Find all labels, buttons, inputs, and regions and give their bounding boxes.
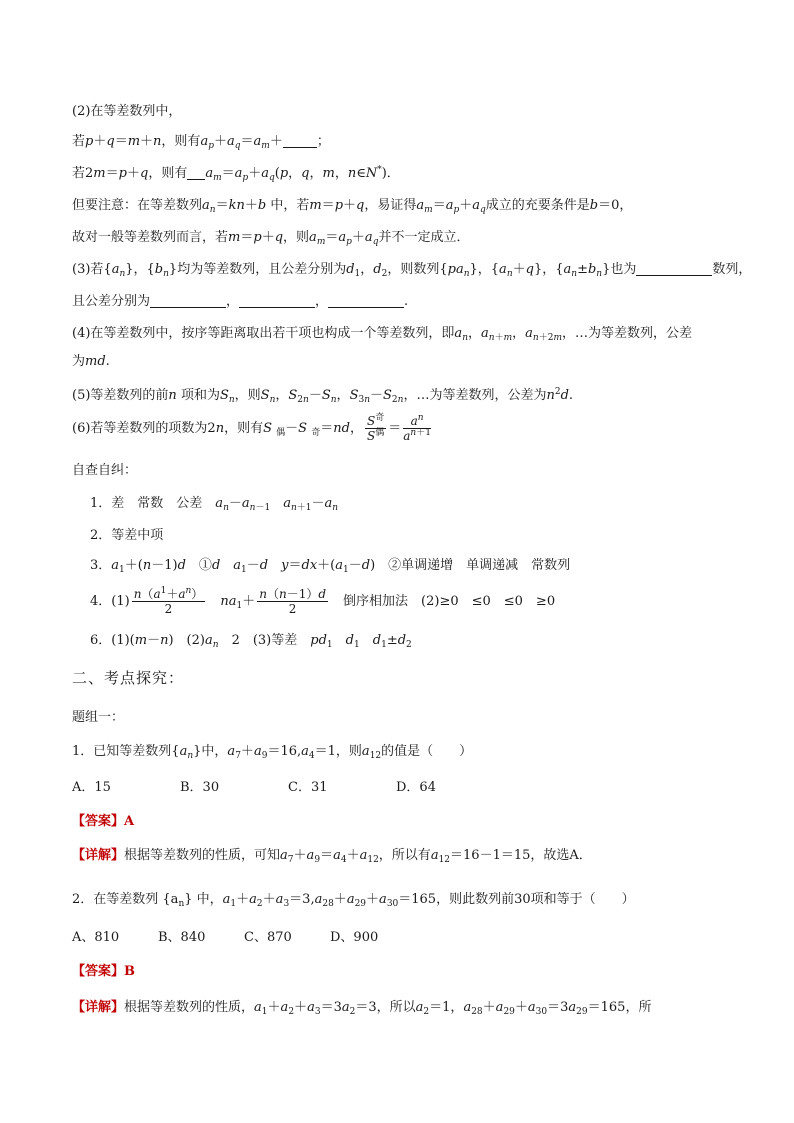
fill-blank (636, 261, 712, 276)
text-line: 但要注意：在等差数列$a_n=kn+b$ 中，若m＝p＋q，易证得$a_m=a_p+a_q$成立的充要条件是b＝0， (72, 198, 633, 215)
text-line: 故对一般等差数列而言，若m＝p＋q，则$a_m=a_p+a_q$并不一定成立． (72, 230, 470, 247)
option-d: D．64 (396, 780, 436, 795)
fraction: $\frac{a^n}{a^{n+1}}$ (403, 413, 431, 443)
q1-answer: 【答案】A (72, 814, 135, 829)
option-b: B、840 (158, 930, 206, 945)
fill-blank (283, 133, 317, 148)
text-line: 题组一： (72, 710, 125, 725)
text-line: 为md. (72, 354, 110, 369)
fill-blank (187, 165, 205, 180)
option-a: A、810 (72, 930, 120, 945)
q1-options (72, 778, 436, 798)
fraction: $\frac{S^奇}{S^偶}$ (366, 413, 385, 443)
text-line: 且公差分别为 ， ， . (72, 294, 409, 309)
text-line: (3)若$\{a_n\}$，$\{b_n\}$均为等差数列，且公差分别为$d_1$，$d_2$，则数列$\{pa_n\}$，$\{a_n+q\}$，$\{a_n\pm b_n\}$也为 数列， (72, 262, 752, 279)
option-b: B．30 (180, 780, 220, 795)
fill-blank (328, 293, 404, 308)
section-heading: 二、考点探究： (72, 669, 185, 687)
fraction: $\frac{n(n-1)d}{2}$ (259, 587, 327, 616)
fraction: $\frac{n(a^1+a^n)}{2}$ (133, 586, 204, 616)
question-2: 2．在等差数列 $\{a_n\}$ 中，$a_1+a_2+a_3=3,a_{28}+a_{29}+a_{30}=165$，则此数列前30项和等于（ ） (72, 892, 635, 909)
text-line: 1．差 常数 公差 $a_n-a_{n-1}$ $a_{n+1}-a_n$ (90, 496, 339, 513)
text-line: (4)在等差数列中，按序等距离取出若干项也构成一个等差数列，即$a_n$，$a_{n+m}$，$a_{n+2m}$，…为等差数列，公差 (72, 326, 693, 343)
q2-detail: 【详解】根据等差数列的性质，$a_1+a_2+a_3=3a_2=3$，所以$a_2=1$，$a_{28}+a_{29}+a_{30}=3a_{29}=165$，所 (72, 1000, 652, 1017)
fill-blank (239, 293, 315, 308)
q2-options (72, 928, 378, 948)
check-title: 自查自纠： (72, 463, 138, 478)
text-line: (6)若等差数列的项数为2n，则有S $_偶$－S $_奇$＝nd， $\frac{S^奇}{S^偶}$ ＝ $\frac{a^n}{a^{n+1}}$ (72, 413, 431, 443)
option-c: C．31 (288, 780, 328, 795)
text-line: 2．等差中项 (90, 528, 164, 543)
fill-blank (150, 293, 226, 308)
question-1: 1．已知等差数列$\{a_n\}$中，$a_7+a_9=16,a_4=1$，则$a_{12}$的值是（ ） (72, 744, 473, 761)
q2-answer: 【答案】B (72, 964, 136, 979)
text-line: (5)等差数列的前n 项和为$S_n$，则$S_n$，$S_{2n}-S_n$，$S_{3n}-S_{2n}$，…为等差数列，公差为$n^2d$. (72, 387, 574, 405)
option-a: A．15 (72, 780, 111, 795)
option-c: C、870 (244, 930, 292, 945)
text-line: 3．$a_1+(n-1)d$ ①d $a_1-d$ $y=dx+(a_1-d)$ ②单调递增 单调递减 常数列 (90, 558, 571, 575)
text-line: 若p＋q＝m＋n，则有$a_p+a_q=a_m+$ ； (72, 134, 330, 151)
document-page (72, 0, 752, 1123)
text-line: (2)在等差数列中， (72, 104, 182, 119)
text-line: 4．(1) $\frac{n(a^1+a^n)}{2}$ $na_1+$ $\frac{n(n-1)d}{2}$ 倒序相加法 (2)≥0 ≤0 ≤0 ≥0 (90, 586, 556, 616)
text-line: 若2m＝p＋q，则有 $a_m=a_p+a_q(p$，q，m，n∈N*)． (72, 165, 400, 183)
option-d: D、900 (330, 930, 379, 945)
q1-detail: 【详解】根据等差数列的性质，可知$a_7+a_9=a_4+a_{12}$，所以有$a_{12}=16-1=15$，故选A． (72, 848, 592, 865)
text-line: 6．(1)(m－n) $(2)a_n$ 2 (3)等差 $pd_1$ $d_1$ $d_1\pm d_2$ (90, 633, 412, 650)
